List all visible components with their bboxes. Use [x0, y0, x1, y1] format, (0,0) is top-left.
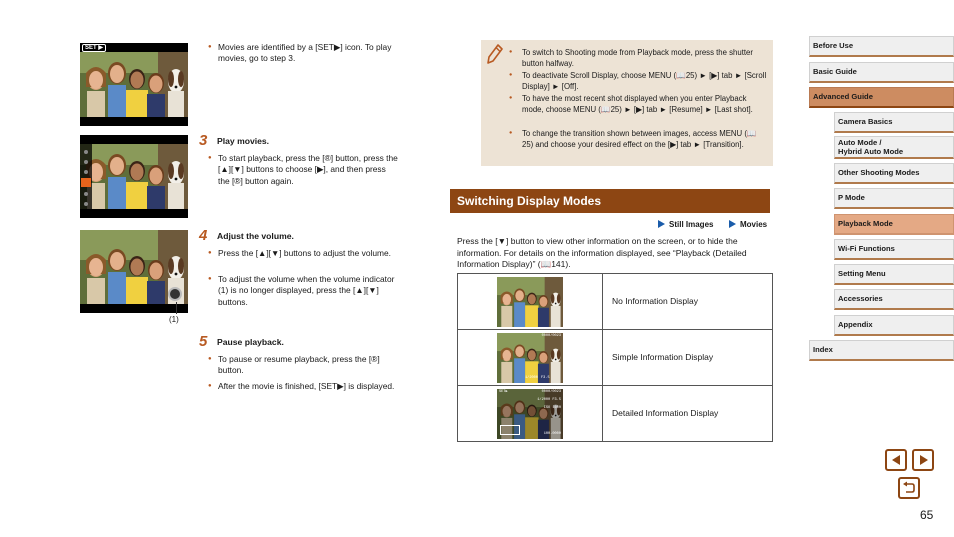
nav-wifi-functions[interactable]: Wi-Fi Functions [834, 239, 954, 260]
osd-text: 0000/0023 [541, 333, 561, 338]
step5-bullet-1: ● To pause or resume playback, press the [®] button. [208, 354, 398, 377]
playback-side-panel [80, 144, 92, 209]
nav-playback-mode[interactable]: Playback Mode [834, 214, 954, 235]
section-rule [450, 211, 770, 213]
nav-appendix[interactable]: Appendix [834, 315, 954, 336]
mode-still-label: Still Images [669, 220, 714, 229]
osd-text: ISO 1600 [543, 405, 561, 410]
step-number-5: 5 [199, 333, 208, 350]
histogram [500, 425, 520, 435]
prev-page-icon[interactable] [885, 449, 907, 471]
osd-text: 1/2000 F3.5 [537, 397, 561, 402]
step5-bullet-2: ● After the movie is finished, [SET▶] is displayed. [208, 381, 398, 392]
volume-callout: (1) [169, 315, 179, 324]
table-row [458, 330, 773, 386]
volume-icon [168, 287, 182, 301]
no-info-thumbnail [497, 277, 563, 327]
note-item: ● To have the most recent shot displayed when you enter Playback mode, choose MENU (📖25) ► [▶] tab ► [Resume] ► [Last shot]. [509, 93, 767, 116]
osd-text: 0000/0023 [541, 389, 561, 394]
nav-p-mode[interactable]: P Mode [834, 188, 954, 209]
photo-bottom-bar [80, 117, 188, 126]
nav-auto-line-2: Hybrid Auto Mode [838, 146, 904, 156]
photo-bottom-bar [80, 209, 188, 218]
step4-bullet-1: ● Press the [▲][▼] buttons to adjust the volume. [208, 248, 398, 259]
nav-other-shooting-modes[interactable]: Other Shooting Modes [834, 163, 954, 184]
panel-item [84, 160, 88, 164]
nav-camera-basics[interactable]: Camera Basics [834, 112, 954, 133]
nav-advanced-guide[interactable]: Advanced Guide [809, 87, 954, 108]
nav-auto-line-1: Auto Mode / [838, 138, 882, 147]
note-item: ● To deactivate Scroll Display, choose MENU (📖25) ► [▶] tab ► [Scroll Display] ► [Off]. [509, 70, 767, 93]
detailed-info-thumbnail [497, 389, 563, 439]
pencil-icon [487, 44, 503, 64]
photo-bottom-bar [80, 304, 188, 313]
step-number-4: 4 [199, 227, 208, 244]
nav-before-use[interactable]: Before Use [809, 36, 954, 57]
thumb-cell [458, 330, 603, 386]
step4-bullet-2: ● To adjust the volume when the volume indicator (1) is no longer displayed, press the [▲][▼] buttons. [208, 274, 398, 308]
nav-accessories[interactable]: Accessories [834, 289, 954, 310]
panel-item [84, 202, 88, 206]
nav-index[interactable]: Index [809, 340, 954, 361]
movie-intro-bullet: ● Movies are identified by a [SET▶] icon. To play movies, go to step 3. [208, 42, 398, 65]
step-number-3: 3 [199, 132, 208, 149]
simple-info-thumbnail [497, 333, 563, 383]
photo-top-bar [80, 135, 188, 144]
table-row [458, 386, 773, 442]
mode-movies-label: Movies [740, 220, 768, 229]
movie-thumbnail-photo [80, 43, 188, 126]
panel-item [84, 192, 88, 196]
movie-icon: SET ▶ [82, 44, 106, 52]
note-item: ● To switch to Shooting mode from Playback mode, press the shutter button halfway. [509, 47, 767, 70]
callout-line [176, 302, 177, 314]
osd-text: SET▶ [499, 389, 508, 394]
mode-triangle-icon [729, 220, 736, 228]
volume-photo [80, 230, 188, 313]
step-title-volume: Adjust the volume. [217, 231, 294, 241]
section-heading: Switching Display Modes [450, 189, 770, 211]
step3-bullet: ● To start playback, press the [®] button, press the [▲][▼] buttons to choose [▶], and then press the [®] button again. [208, 153, 398, 187]
thumb-cell [458, 274, 603, 330]
return-icon[interactable] [898, 477, 920, 499]
osd-text: 1/2000 [525, 375, 538, 380]
step-title-play: Play movies. [217, 136, 270, 146]
panel-item [84, 150, 88, 154]
play-selected-icon [81, 178, 91, 187]
mode-label: Detailed Information Display [603, 386, 773, 442]
display-modes-table [457, 273, 773, 442]
mode-movies [729, 220, 767, 231]
note-item: ● To change the transition shown between images, access MENU (📖25) and choose your desired effect on the [▶] tab ► [Transition]. [509, 128, 767, 151]
playback-menu-photo [80, 135, 188, 218]
mode-label: Simple Information Display [603, 330, 773, 386]
mode-triangle-icon [658, 220, 665, 228]
nav-auto-mode[interactable] [834, 136, 954, 159]
step-title-pause: Pause playback. [217, 337, 284, 347]
table-row [458, 274, 773, 330]
nav-basic-guide[interactable]: Basic Guide [809, 62, 954, 83]
mode-label: No Information Display [603, 274, 773, 330]
note-box [481, 40, 773, 166]
nav-setting-menu[interactable]: Setting Menu [834, 264, 954, 285]
panel-item [84, 170, 88, 174]
osd-text: 100-0000 [543, 431, 561, 436]
page-number: 65 [920, 508, 934, 522]
thumb-cell [458, 386, 603, 442]
section-intro: Press the [▼] button to view other information on the screen, or to hide the information. For details on the information displayed, see “Playback (Detailed Information Display)” (📖141). [457, 236, 747, 270]
mode-still-images [658, 220, 713, 231]
osd-text: F3.5 [541, 375, 550, 380]
next-page-icon[interactable] [912, 449, 934, 471]
